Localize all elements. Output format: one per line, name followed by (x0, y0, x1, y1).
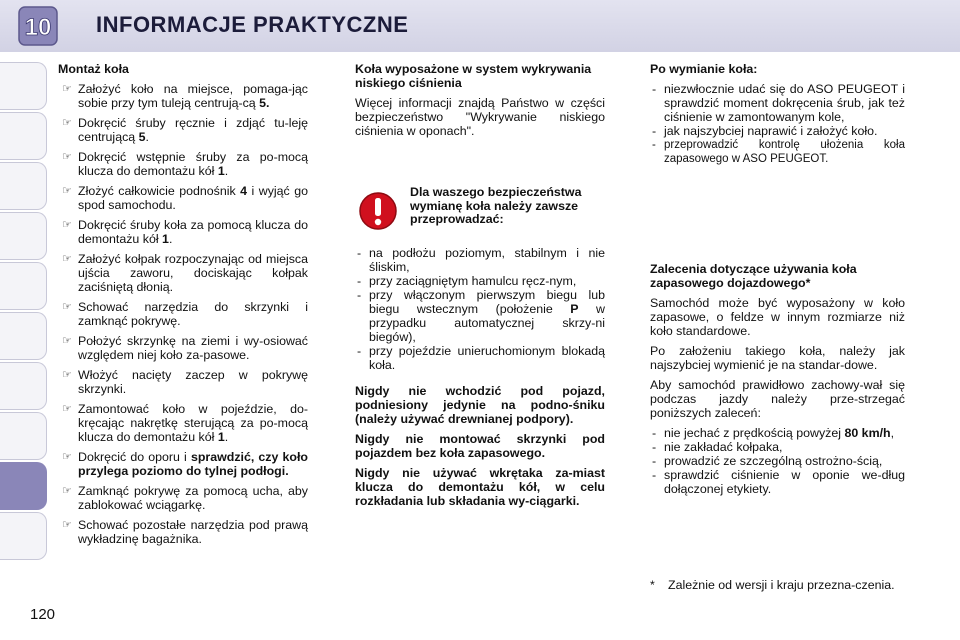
warning-paragraph: Nigdy nie wchodzić pod pojazd, podniesiony jedynie na podno-śniku (należy używać drewnianej podpory). (355, 384, 605, 426)
finger-pointing-icon: ☞ (62, 369, 72, 381)
chapter-tab[interactable] (0, 362, 47, 410)
text: Schować narzędzia do skrzynki i zamknąć pokrywę. (78, 300, 308, 328)
text: Zamknąć pokrywę za pomocą ucha, aby zablokować wciągarkę. (78, 484, 308, 512)
list-item (58, 334, 308, 362)
list-item (650, 454, 905, 468)
list-item (650, 426, 905, 440)
text: przy pojeździe unieruchomionym blokadą koła. (369, 344, 605, 372)
list-item (58, 300, 308, 328)
text: Dokręcić wstępnie śruby za po-mocą klucza do demontażu kół (78, 150, 308, 178)
list-item (58, 150, 308, 178)
list-item (355, 246, 605, 274)
text: nie zakładać kołpaka, (664, 440, 783, 454)
bold-text: P (570, 302, 579, 316)
bold-warnings (355, 384, 605, 508)
text: . (224, 430, 229, 444)
bold-text: 1 (217, 164, 225, 178)
chapter-tab[interactable] (0, 312, 47, 360)
finger-pointing-icon: ☞ (62, 485, 72, 497)
text: niezwłocznie udać się do ASO PEUGEOT i sprawdzić moment dokręcenia śrub, jak też ciśnienie w zamontowanym kole, (664, 82, 905, 124)
list-item (650, 124, 905, 138)
right-column (650, 62, 905, 178)
list-item (58, 450, 308, 478)
text: Złożyć całkowicie podnośnik (78, 184, 241, 198)
list-item (355, 288, 605, 344)
list-item (58, 82, 308, 110)
finger-pointing-icon: ☞ (62, 185, 72, 197)
text: sprawdzić ciśnienie w oponie we-dług dołączonej etykiety. (664, 468, 905, 496)
text: Założyć kołpak rozpoczynając od miejsca ujścia zaworu, dociskając kołpak zaciśniętą dłonią. (78, 252, 308, 294)
finger-pointing-icon: ☞ (62, 403, 72, 415)
footnote-text: Zależnie od wersji i kraju przezna-czenia. (668, 578, 895, 592)
text: na podłożu poziomym, stabilnym i nie śliskim, (369, 246, 605, 274)
text: Dokręcić śruby koła za pomocą klucza do demontażu kół (78, 218, 308, 246)
warning-paragraph: Nigdy nie używać wkrętaka za-miast klucza do demontażu kół, w celu rozkładania lub składania wy-ciągarki. (355, 466, 605, 508)
page-number: 120 (30, 606, 56, 623)
bold-text: 5 (138, 130, 146, 144)
bold-text: 80 km/h (844, 426, 891, 440)
warning-paragraph: Nigdy nie montować skrzynki pod pojazdem bez koła zapasowego. (355, 432, 605, 460)
chapter-tab[interactable] (0, 512, 47, 560)
chapter-tab[interactable] (0, 262, 47, 310)
text: nie jechać z prędkością powyżej (664, 426, 845, 440)
text: Założyć koło na miejsce, pomaga-jąc sobie przy tym tuleją centrują-cą (78, 82, 308, 110)
text: prowadzić ze szczególną ostrożno-ścią, (664, 454, 883, 468)
finger-pointing-icon: ☞ (62, 83, 72, 95)
text: Dokręcić śruby ręcznie i zdjąć tu-leję centrującą (78, 116, 308, 144)
warning-title: Dla waszego bezpieczeństwa wymianę koła należy zawsze przeprowadzać: (410, 185, 582, 226)
text: . (224, 164, 229, 178)
paragraph: Więcej informacji znajdą Państwo w części bezpieczeństwo "Wykrywanie niskiego ciśnienia w oponach". (355, 96, 605, 138)
text: Dokręcić do oporu i (78, 450, 191, 464)
chapter-badge (18, 6, 58, 46)
condition-list (355, 246, 605, 372)
bold-text: sprawdzić, czy koło przylega poziomo do tylnej podłogi. (78, 450, 308, 478)
text: , (890, 426, 895, 440)
bold-text: 5. (259, 96, 270, 110)
right-lower (650, 262, 905, 508)
footnote-mark: * (650, 578, 655, 592)
chapter-tab[interactable] (0, 212, 47, 260)
middle-lower (355, 246, 605, 514)
left-column (58, 62, 308, 552)
section-heading: Koła wyposażone w system wykrywania niskiego ciśnienia (355, 62, 592, 90)
instruction-list (58, 82, 308, 546)
list-item (650, 468, 905, 496)
header-bar (0, 0, 960, 52)
chapter-tab-active[interactable] (0, 462, 47, 510)
section-heading: Po wymianie koła: (650, 62, 758, 76)
list-item (58, 402, 308, 444)
list-item (58, 116, 308, 144)
text: przy zaciągniętym hamulcu ręcz-nym, (369, 274, 577, 288)
chapter-tab[interactable] (0, 162, 47, 210)
section-heading: Zalecenia dotyczące używania koła zapasowego dojazdowego* (650, 262, 857, 290)
text: . (168, 232, 173, 246)
list-item (650, 138, 905, 166)
list-item (58, 218, 308, 246)
chapter-tabs (0, 62, 50, 582)
list-item (58, 252, 308, 294)
text: przy włączonym pierwszym biegu lub biegu wstecznym (położenie (369, 288, 605, 316)
paragraph: Samochód może być wyposażony w koło zapasowe, o feldze w innym rozmiarze niż koło standardowe. (650, 296, 905, 338)
chapter-tab[interactable] (0, 62, 47, 110)
chapter-tab[interactable] (0, 112, 47, 160)
paragraph: Po założeniu takiego koła, należy jak najszybciej wymienić je na standar-dowe. (650, 344, 905, 372)
text: Włożyć nacięty zaczep w pokrywę skrzynki. (78, 368, 308, 396)
finger-pointing-icon: ☞ (62, 451, 72, 463)
list-item (650, 82, 905, 124)
chapter-number: 10 (24, 14, 52, 41)
list-item (58, 184, 308, 212)
finger-pointing-icon: ☞ (62, 301, 72, 313)
after-change-list (650, 82, 905, 166)
text: przeprowadzić kontrolę ułożenia koła zapasowego w ASO PEUGEOT. (664, 139, 905, 165)
text: w przypadku automatycznej skrzy-ni biegów), (369, 302, 605, 344)
text: Schować pozostałe narzędzia pod prawą wykładzinę bagażnika. (78, 518, 308, 546)
finger-pointing-icon: ☞ (62, 117, 72, 129)
finger-pointing-icon: ☞ (62, 253, 72, 265)
text: . (145, 130, 149, 144)
text: Zamontować koło w pojeździe, do-kręcając nakrętkę sterującą za po-mocą klucza do demontażu kół (78, 402, 308, 444)
list-item (58, 484, 308, 512)
chapter-title: INFORMACJE PRAKTYCZNE (96, 12, 409, 37)
paragraph: Aby samochód prawidłowo zachowy-wał się podczas jazdy należy prze-strzegać poniższych zaleceń: (650, 378, 905, 420)
bold-text: 4 (240, 184, 248, 198)
list-item (58, 368, 308, 396)
bold-text: 1 (217, 430, 225, 444)
list-item (650, 440, 905, 454)
finger-pointing-icon: ☞ (62, 219, 72, 231)
chapter-tab[interactable] (0, 412, 47, 460)
text: i wyjąć go spod samochodu. (78, 184, 308, 212)
list-item (58, 518, 308, 546)
finger-pointing-icon: ☞ (62, 151, 72, 163)
middle-column (355, 62, 605, 144)
list-item (355, 344, 605, 372)
finger-pointing-icon: ☞ (62, 519, 72, 531)
spare-wheel-list (650, 426, 905, 496)
bold-text: 1 (162, 232, 169, 246)
text: jak najszybciej naprawić i założyć koło. (664, 124, 878, 138)
text: Położyć skrzynkę na ziemi i wy-osiować względem niej koło za-pasowe. (78, 334, 308, 362)
section-heading: Montaż koła (58, 62, 129, 76)
footnote (650, 578, 905, 592)
finger-pointing-icon: ☞ (62, 335, 72, 347)
exclamation-warning-icon (358, 190, 398, 232)
list-item (355, 274, 605, 288)
